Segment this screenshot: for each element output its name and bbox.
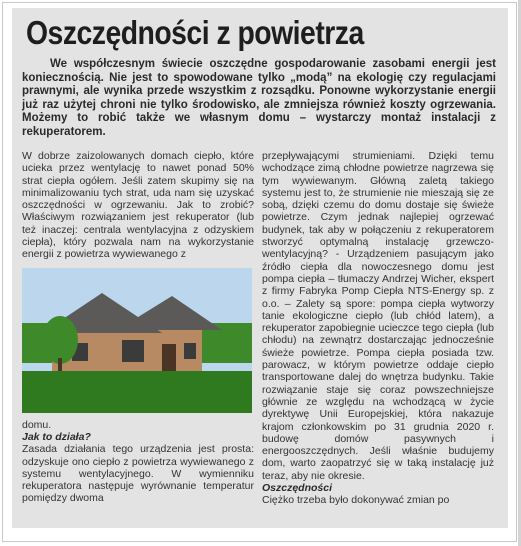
photo-door (162, 344, 176, 372)
left-paragraph-2: Zasada działania tego urządzenia jest prosta: odzyskuje ono ciepło z powietrza wywiewanego z systemu wentylacyjnego. W wymienniku rekuperatora następuje wyrównanie temperatur pomiędzy dwoma (22, 443, 254, 505)
photo-window-2 (122, 340, 144, 362)
left-column (22, 150, 254, 505)
house-photo (22, 268, 252, 413)
subhead-how-it-works: Jak to działa? (22, 430, 91, 443)
right-paragraph-2: Ciężko trzeba było dokonywać zmian po (262, 494, 450, 507)
subhead-savings: Oszczędności (262, 482, 333, 495)
left-paragraph-1-end: domu. (22, 418, 52, 431)
right-column (262, 150, 494, 507)
photo-tree (42, 316, 78, 364)
article-title: Oszczędności z powietrza (26, 14, 364, 51)
left-paragraph-1: W dobrze zaizolowanych domach ciepło, które ucieka przez wentylację to nawet ponad 50% strat ciepła ogółem. Jeśli zatem skupimy się na minimalizowaniu tych strat, uda nam się uzyskać oszczędności w ogrzewaniu. Jak to zrobić? Właściwym rozwiązaniem jest rekuperator (lub też inaczej: centrala wentylacyjna z odzyskiem ciepła), który pozwala nam na wykorzystanie energii z powietrza wywiewanego z (22, 150, 254, 261)
article-lead: We współczesnym świecie oszczędne gospodarowanie zasobami energii jest koniecznością. Nie jest to spowodowane tylko „modą” na ekologię czy regulacjami prawnymi, ale wynika przede wszystkim z rozsądku. Ponowne wykorzystanie energii już raz użytej chroni nie tylko środowisko, ale zmniejsza również koszty ogrzewania. Możemy to robić także we własnym domu – wystarczy montaż instalacji z rekuperatorem. (22, 58, 496, 138)
right-paragraph-1: przepływającymi strumieniami. Dzięki temu wchodzące zimą chłodne powietrze nagrzewa się tym wywiewanym. Główną zaletą takiego systemu jest to, że strumienie nie mieszają się ze sobą, dzięki czemu do domu dostaje się świeże powietrze. Czym jednak najlepiej ogrzewać budynek, tak aby w połączeniu z rekuperatorem stworzyć optymalną instalację grzewczo-wentylacyjną? - Urządzeniem pasującym jako źródło ciepła dla nowoczesnego domu jest pompa ciepła – tłumaczy Andrzej Wicher, ekspert z firmy Fabryka Pomp Ciepła NTS-Energy sp. z o.o. – Zalety są spore: pompa ciepła wytworzy tanie ekologiczne ciepło (lub chłód latem), a rekuperator zapobiegnie ucieczce tego ciepła (lub chłodu) na zewnątrz dostarczając jednocześnie świeże powietrze. Pompa ciepła posiada tzw. parowacz, w którym powietrze oddaje ciepło transportowane dalej do wnętrza budynku. Takie rozwiązanie staje się coraz powszechniejsze głównie ze względu na wchodzącą w życie dyrektywę Unii Europejskiej, która nakazuje krajom członkowskim po 31 grudnia 2020 r. budowę domów pasywnych i energooszczędnych. Jeśli właśnie budujemy dom, warto zaopatrzyć się w taką instalację już teraz, aby nie okresie. (262, 150, 494, 482)
photo-window-3 (184, 343, 196, 359)
photo-lawn (22, 371, 252, 413)
